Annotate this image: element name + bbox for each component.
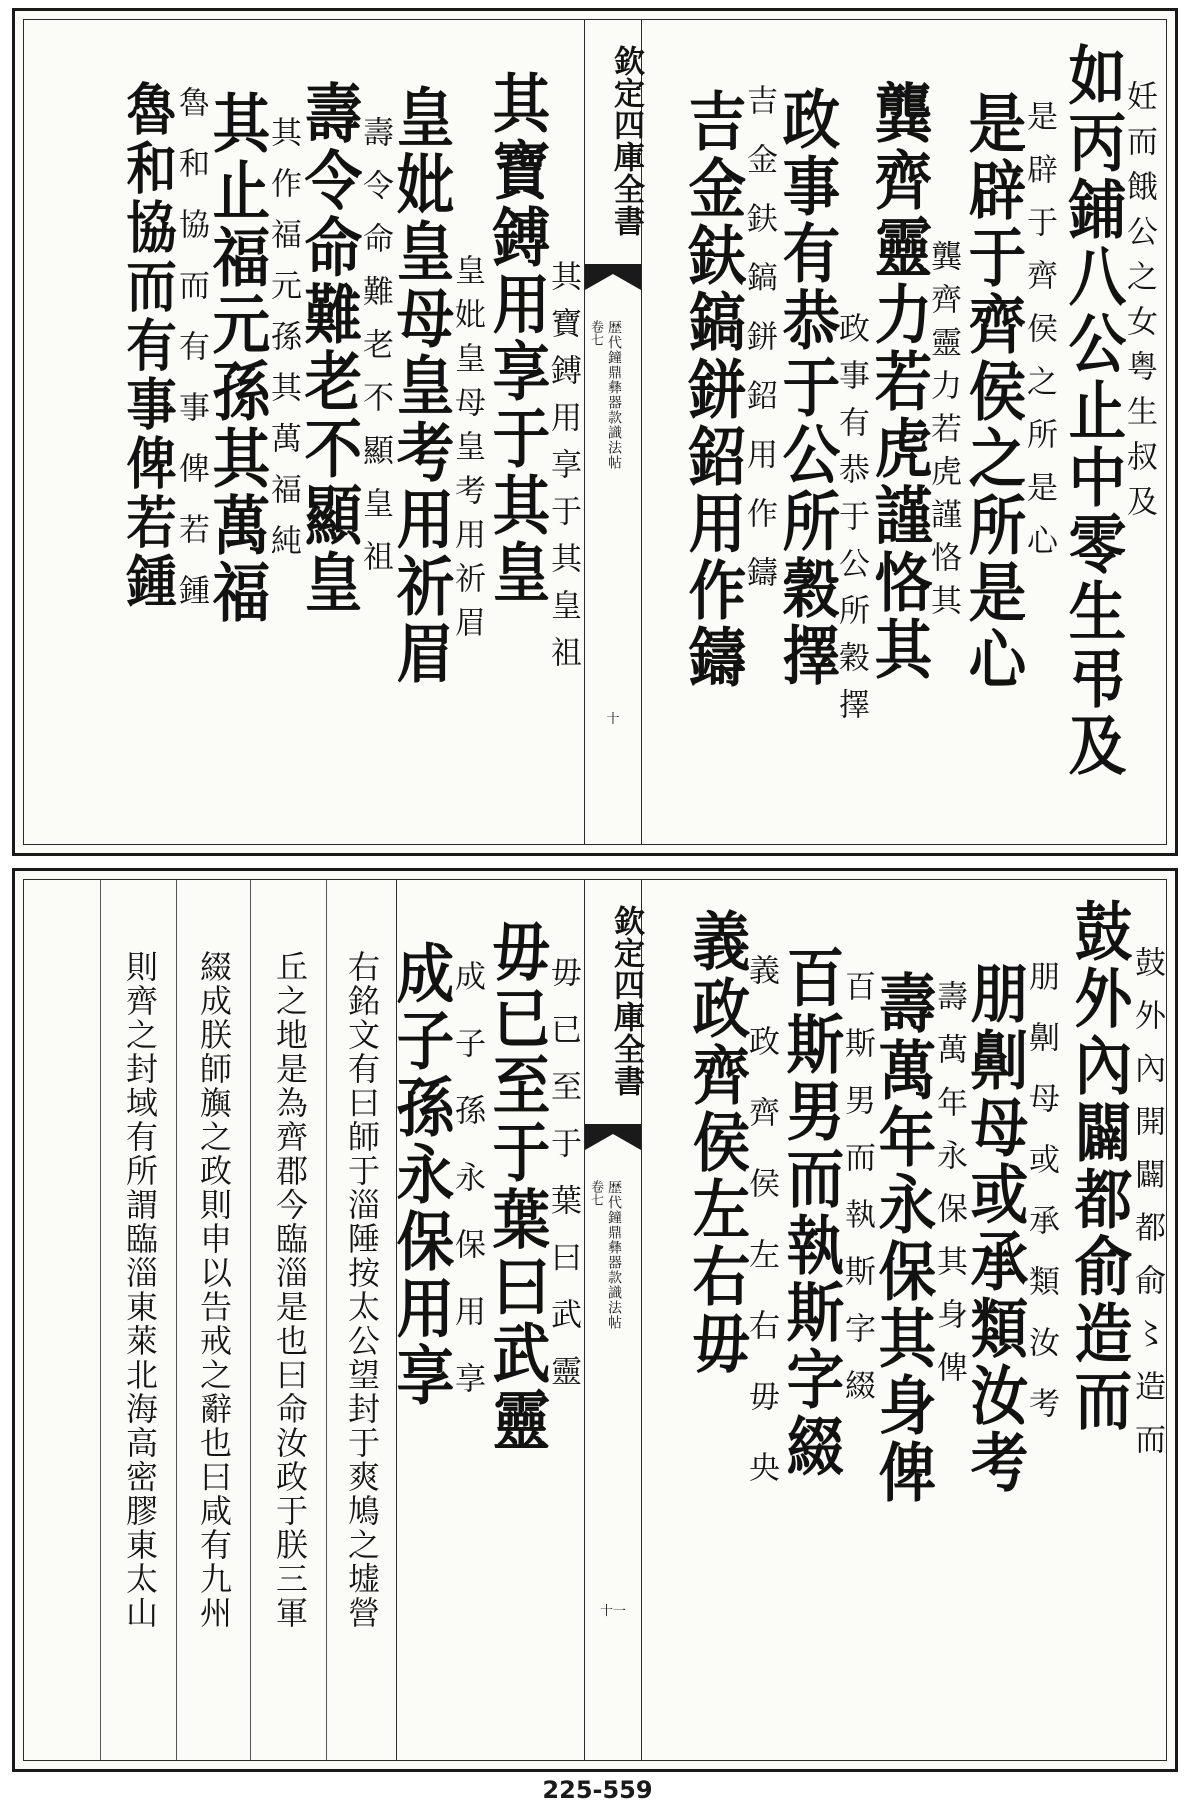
regular-script-reading: 是辟于齊侯之所是心	[1021, 100, 1057, 577]
top-page	[12, 8, 1178, 856]
text-column	[960, 880, 1060, 1760]
commentary-column	[250, 880, 326, 1760]
spine-title: 欽定四庫全書	[608, 45, 644, 237]
regular-script-reading: 其作福元孫其萬福純	[265, 116, 301, 575]
regular-script-reading: 毋已至于葉曰武靈	[545, 956, 581, 1412]
regular-script-reading: 成子孫永保用享	[449, 960, 485, 1429]
top-page-left-half	[24, 20, 582, 844]
text-column	[482, 20, 582, 844]
commentary-text: 綴成朕師旟之政則申以告戒之辭也曰咸有九州	[195, 950, 233, 1630]
text-column	[1060, 880, 1166, 1760]
seal-script-characters: 義政齊侯左右毋	[682, 908, 751, 1377]
seal-script-characters: 朋劓母或承類汝考	[960, 960, 1029, 1496]
seal-script-characters: 吉金鈇鎬鉼鉊用作鑄	[678, 88, 747, 691]
regular-script-reading: 義政齊侯左右毋央	[743, 954, 779, 1522]
regular-script-reading: 皇妣皇母皇考用祈眉	[449, 254, 485, 650]
spine-leaf-number: 十一	[599, 1604, 626, 1619]
regular-script-reading: 壽令命難老不顯皇祖	[357, 116, 393, 593]
text-column	[776, 880, 876, 1760]
seal-script-characters: 其止福元孫其萬福	[202, 90, 271, 626]
regular-script-reading: 魯和協而有事俾若鍾	[173, 86, 209, 635]
bottom-page-left-half	[24, 880, 582, 1760]
text-column	[864, 20, 962, 844]
commentary-column	[100, 880, 176, 1760]
text-column	[680, 880, 784, 1760]
seal-script-characters: 百斯男而執斯字綴	[776, 944, 845, 1480]
text-column	[958, 20, 1058, 844]
spine-volume: 卷七	[588, 1180, 603, 1206]
spine-book-title: 歴代鐘鼎彝器款識法帖	[606, 320, 622, 470]
text-column	[1058, 20, 1158, 844]
regular-script-reading: 妊而餓公之女粤生叔及	[1121, 80, 1157, 530]
seal-script-characters: 毋已至于葉曰武靈	[482, 918, 551, 1454]
seal-script-characters: 如丙鋪八公止中零生弔及	[1058, 42, 1127, 779]
seal-script-characters: 其寶鎛用享于其皇	[482, 70, 551, 606]
text-column	[386, 20, 486, 844]
regular-script-reading: 吉金鈇鎬鉼鉊用作鑄	[741, 84, 777, 615]
text-column	[772, 20, 870, 844]
regular-script-reading: 政事有恭于公所穀擇	[833, 312, 869, 735]
fishtail-mark-icon	[585, 264, 641, 290]
top-page-frame	[23, 19, 1167, 845]
regular-script-reading: 百斯男而執斯字綴	[839, 970, 875, 1426]
seal-script-characters: 鼓外內闢都俞造而	[1064, 898, 1133, 1434]
column-rule	[396, 880, 397, 1760]
text-column	[678, 20, 778, 844]
bottom-page	[12, 868, 1178, 1772]
regular-script-reading: 龔齊靈力若虎謹恪其	[925, 240, 961, 627]
commentary-text: 則齊之封域有所謂臨淄東萊北海高密膠東太山	[121, 950, 159, 1630]
commentary-text: 丘之地是為齊郡今臨淄是也曰命汝政于朕三軍	[271, 950, 309, 1630]
top-page-right-half	[642, 20, 1166, 844]
commentary-column	[326, 880, 396, 1760]
text-column	[202, 20, 302, 844]
seal-script-characters: 政事有恭于公所穀擇	[772, 86, 841, 689]
seal-script-characters: 成子孫永保用享	[386, 940, 455, 1409]
spine-book-title: 歴代鐘鼎彝器款識法帖	[606, 1180, 622, 1330]
text-column	[294, 20, 394, 844]
text-column	[868, 880, 968, 1760]
page-spine	[584, 880, 642, 1760]
bottom-page-right-half	[642, 880, 1166, 1760]
spine-title: 欽定四庫全書	[608, 905, 644, 1097]
seal-script-characters: 龔齊靈力若虎謹恪其	[864, 80, 933, 683]
spine-volume: 卷七	[588, 320, 603, 346]
seal-script-characters: 壽萬年永保其身俾	[868, 970, 937, 1506]
bottom-page-frame	[23, 879, 1167, 1761]
regular-script-reading: 壽萬年永保其身俾	[931, 980, 967, 1404]
commentary-column	[176, 880, 250, 1760]
regular-script-reading: 朋劓母或承類汝考	[1023, 960, 1059, 1448]
text-column	[386, 880, 486, 1760]
page-spine	[584, 20, 642, 844]
text-column	[110, 20, 210, 844]
seal-script-characters: 皇妣皇母皇考用祈眉	[386, 84, 455, 687]
regular-script-reading: 其寶鎛用享于其皇祖	[545, 260, 581, 683]
fishtail-mark-icon	[585, 1124, 641, 1150]
page-number: 225-559	[542, 1776, 653, 1804]
spine-leaf-number: 十	[606, 712, 620, 727]
commentary-text: 右銘文有曰師于淄陲按太公望封于爽鳩之墟營	[343, 950, 381, 1630]
seal-script-characters: 魯和協而有事俾若鍾	[118, 80, 178, 611]
seal-script-characters: 壽令命難老不顯皇	[294, 80, 363, 616]
seal-script-characters: 是辟于齊侯之所是心	[958, 90, 1027, 693]
text-column	[482, 880, 582, 1760]
regular-script-reading: 鼓外內開闢都俞〻造而	[1129, 946, 1165, 1476]
